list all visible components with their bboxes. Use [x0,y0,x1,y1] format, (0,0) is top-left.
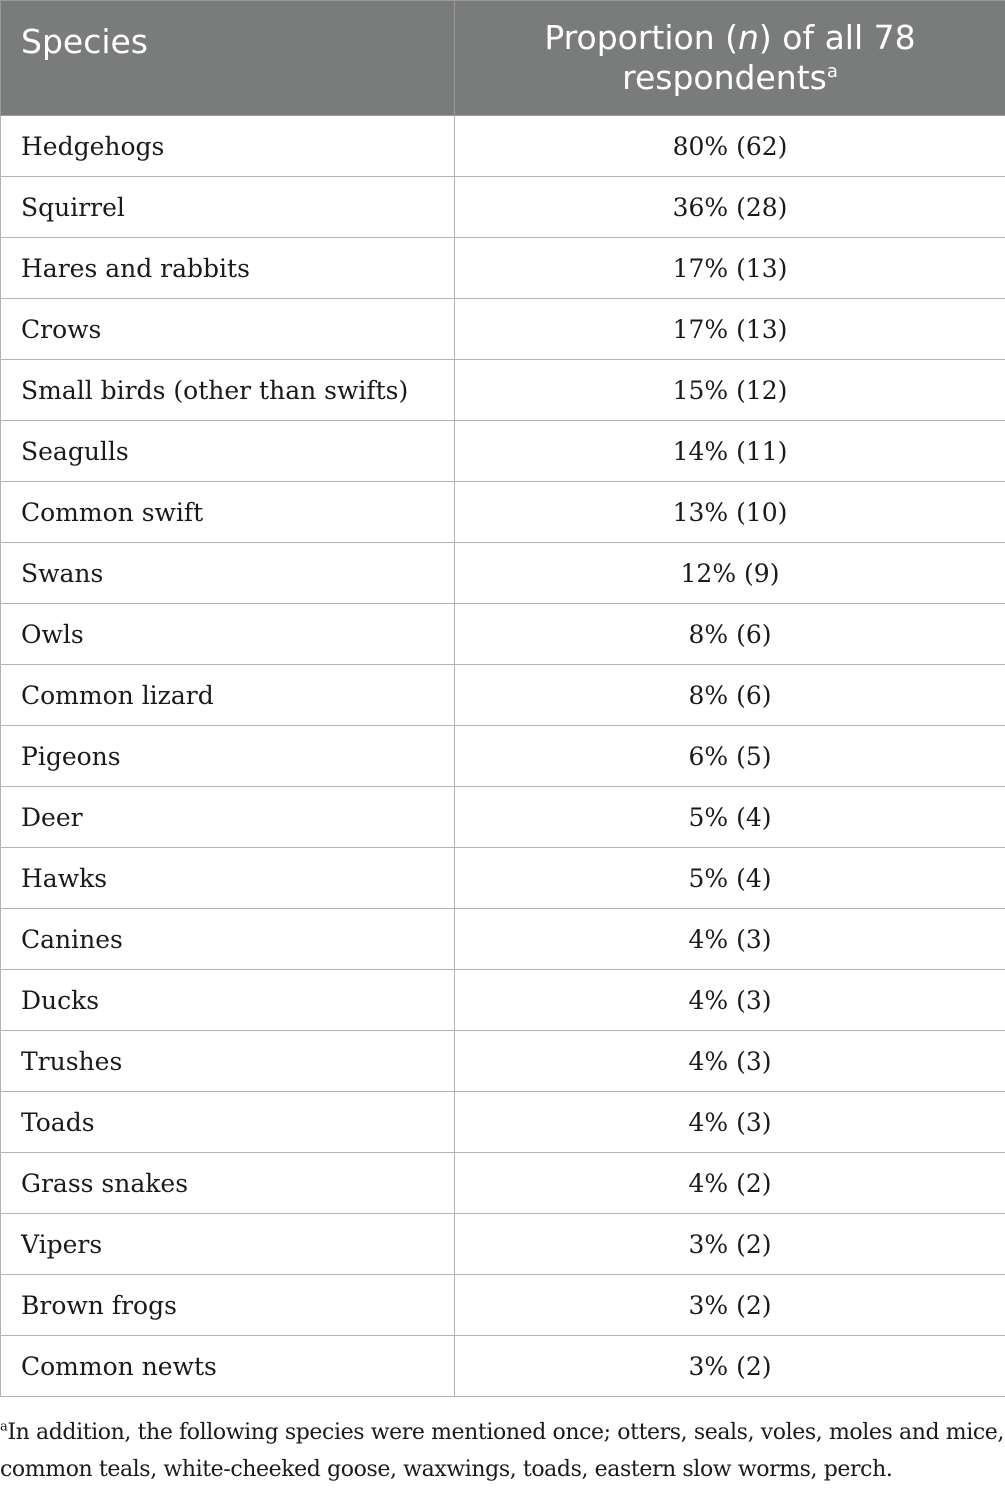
species-cell: Squirrel [1,177,455,238]
footnote-text-1: In addition, the following species were mentioned once; otters, seals, voles, moles and mice, [7,1420,1004,1445]
proportion-cell: 4% (3) [455,1092,1005,1153]
table-row [1,787,1005,848]
proportion-cell: 15% (12) [455,360,1005,421]
species-cell: Hedgehogs [1,116,455,177]
table-row [1,299,1005,360]
header-proportion [455,1,1005,116]
proportion-cell: 4% (2) [455,1153,1005,1214]
header-species: Species [1,1,455,116]
species-cell: Canines [1,909,455,970]
header-proportion-prefix: Proportion ( [544,18,738,57]
table-row [1,1336,1005,1397]
table-row [1,726,1005,787]
species-cell: Crows [1,299,455,360]
proportion-cell: 4% (3) [455,970,1005,1031]
species-cell: Common lizard [1,665,455,726]
table-row [1,848,1005,909]
proportion-cell: 80% (62) [455,116,1005,177]
table-row [1,482,1005,543]
table-row [1,1214,1005,1275]
table-row [1,1092,1005,1153]
proportion-cell: 13% (10) [455,482,1005,543]
proportion-cell: 17% (13) [455,238,1005,299]
proportion-cell: 17% (13) [455,299,1005,360]
proportion-cell: 3% (2) [455,1275,1005,1336]
table-row [1,360,1005,421]
table-row [1,116,1005,177]
table-row [1,421,1005,482]
footnote-line-2: common teals, white-cheeked goose, waxwings, toads, eastern slow worms, perch. [0,1457,893,1482]
table-row [1,543,1005,604]
species-cell: Toads [1,1092,455,1153]
proportion-cell: 5% (4) [455,787,1005,848]
table-row [1,1275,1005,1336]
header-proportion-line2 [455,58,1005,98]
species-cell: Owls [1,604,455,665]
proportion-cell: 4% (3) [455,909,1005,970]
table-row [1,970,1005,1031]
species-cell: Grass snakes [1,1153,455,1214]
proportion-cell: 3% (2) [455,1214,1005,1275]
proportion-cell: 3% (2) [455,1336,1005,1397]
table-row [1,1153,1005,1214]
table-row [1,177,1005,238]
species-cell: Common swift [1,482,455,543]
table-body [1,116,1005,1397]
table-row [1,238,1005,299]
header-proportion-suffix: ) of all 78 [758,18,916,57]
species-cell: Trushes [1,1031,455,1092]
species-cell: Brown frogs [1,1275,455,1336]
table-row [1,665,1005,726]
footnote-marker: a [0,1419,8,1435]
species-cell: Seagulls [1,421,455,482]
proportion-cell: 36% (28) [455,177,1005,238]
table-footnote [0,1414,1005,1488]
table-row [1,909,1005,970]
species-cell: Vipers [1,1214,455,1275]
species-cell: Deer [1,787,455,848]
proportion-cell: 5% (4) [455,848,1005,909]
species-cell: Hawks [1,848,455,909]
species-cell: Ducks [1,970,455,1031]
proportion-cell: 8% (6) [455,604,1005,665]
proportion-cell: 8% (6) [455,665,1005,726]
species-cell: Small birds (other than swifts) [1,360,455,421]
header-proportion-n: n [738,18,759,57]
proportion-cell: 6% (5) [455,726,1005,787]
footnote-line-1 [0,1414,1005,1451]
header-row [1,1,1005,116]
species-cell: Swans [1,543,455,604]
header-footnote-marker: a [826,61,838,82]
table-row [1,1031,1005,1092]
proportion-cell: 14% (11) [455,421,1005,482]
species-cell: Common newts [1,1336,455,1397]
species-cell: Hares and rabbits [1,238,455,299]
header-proportion-respondents: respondents [622,58,827,97]
proportion-cell: 4% (3) [455,1031,1005,1092]
proportion-cell: 12% (9) [455,543,1005,604]
table-row [1,604,1005,665]
table-header [1,1,1005,116]
species-cell: Pigeons [1,726,455,787]
